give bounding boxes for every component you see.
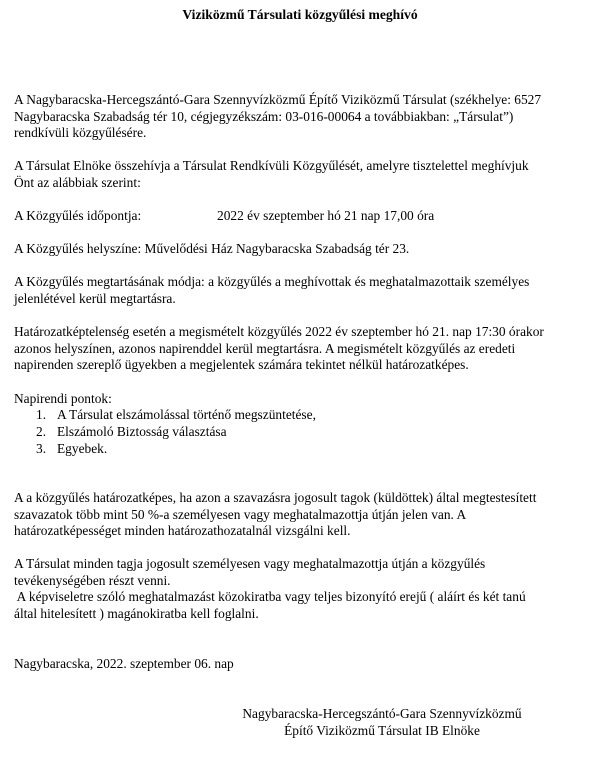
agenda-item-number: 1. — [36, 407, 47, 422]
intro-line: A Nagybaracska-Hercegszántó-Gara Szennyvízközmű Építő Viziközmű Társulat (székhelye: 6527 — [14, 92, 542, 107]
method-line: jelenlétével kerül megtartásra. — [14, 290, 176, 306]
repeat-meeting-line: azonos helyszínen, azonos napirenddel kerül megtartásra. A megismételt közgyűlés az eredeti — [14, 340, 516, 356]
agenda-item-text: Elszámoló Biztosság választása — [57, 424, 227, 439]
invitation-paragraph — [14, 158, 594, 191]
place-and-date: Nagybaracska, 2022. szeptember 06. nap — [14, 656, 234, 671]
meeting-time-row — [14, 208, 574, 225]
quorum-line: határozatképességet minden határozathozatalnál vizsgálni kell. — [14, 523, 351, 538]
signature-block — [226, 706, 538, 739]
members-rights-line: tevékenységében részt venni. — [14, 572, 171, 588]
members-rights-line: A Társulat minden tagja jogosult személyesen vagy meghatalmazottja útján a közgyűlés — [14, 556, 486, 571]
repeat-meeting-paragraph — [14, 324, 594, 374]
intro-line: rendkívüli közgyűlésére. — [14, 125, 147, 140]
agenda-item — [14, 407, 574, 424]
signature-line: Nagybaracska-Hercegszántó-Gara Szennyvízközmű — [242, 706, 522, 721]
members-rights-line: által hitelesített ) magánokiratba kell foglalni. — [14, 605, 259, 621]
agenda-heading: Napirendi pontok: — [14, 391, 112, 406]
members-rights-line: A képviseletre szóló meghatalmazást közokiratba vagy teljes bizonyító erejű ( aláírt és két tanú — [14, 589, 526, 604]
repeat-meeting-line: Határozatképtelenség esetén a megismételt közgyűlés 2022 év szeptember hó 21. nap 17:30 órakor — [14, 324, 544, 339]
meeting-time-label: A Közgyűlés időpontja: — [14, 208, 142, 223]
agenda-item-text: Egyebek. — [57, 441, 108, 456]
agenda-item — [14, 424, 574, 441]
quorum-line: A a közgyűlés határozatképes, ha azon a szavazásra jogosult tagok (küldöttek) által megtestesített — [14, 490, 537, 505]
quorum-line: szavazatok több mint 50 %-a személyesen vagy meghatalmazottja útján jelen van. A — [14, 506, 467, 522]
meeting-place: A Közgyűlés helyszíne: Művelődési Ház Nagybaracska Szabadság tér 23. — [14, 241, 410, 256]
invitation-line: A Társulat Elnöke összehívja a Társulat Rendkívüli Közgyűlését, amelyre tisztelettel meghívjuk — [14, 158, 529, 173]
invitation-line: Önt az alábbiak szerint: — [14, 174, 141, 190]
intro-paragraph — [14, 92, 594, 142]
meeting-time-value: 2022 év szeptember hó 21 nap 17,00 óra — [217, 208, 435, 223]
quorum-paragraph — [14, 490, 594, 540]
document-title: Viziközmű Társulati közgyűlési meghívó — [182, 7, 418, 22]
agenda-list — [14, 407, 574, 458]
method-paragraph — [14, 274, 594, 307]
agenda-item-number: 2. — [36, 424, 47, 439]
method-line: A Közgyűlés megtartásának módja: a közgyűlés a meghívottak és meghatalmazottaik személyes — [14, 274, 530, 289]
members-rights-paragraph — [14, 556, 594, 622]
agenda-item-number: 3. — [36, 441, 47, 456]
repeat-meeting-line: napirenden szereplő ügyekben a megjelentek számára tekintet nélkül határozatképes. — [14, 357, 469, 372]
agenda-item — [14, 441, 574, 458]
intro-line: Nagybaracska Szabadság tér 10, cégjegyzékszám: 03-016-00064 a továbbiakban: „Társulat”) — [14, 108, 514, 124]
agenda-item-text: A Társulat elszámolással történő megszüntetése, — [57, 407, 316, 422]
signature-line: Építő Viziközmű Társulat IB Elnöke — [284, 722, 480, 738]
